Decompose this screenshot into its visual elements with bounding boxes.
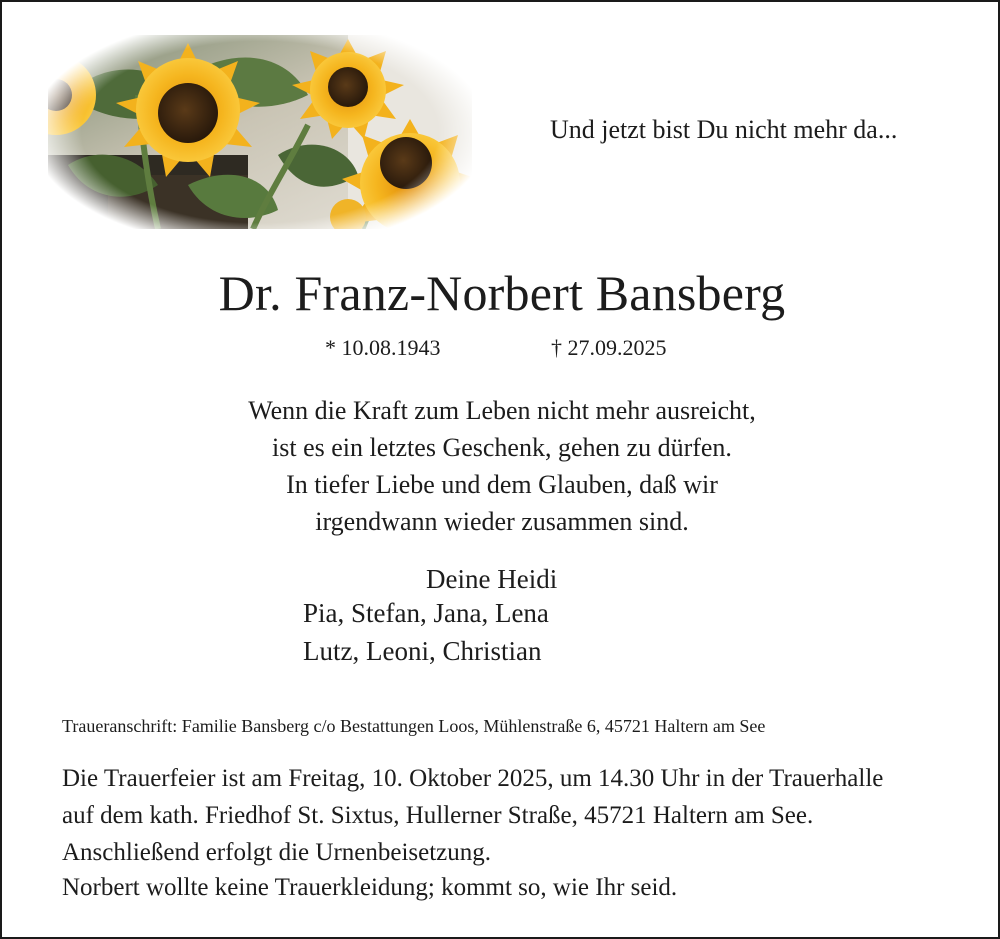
mourning-address: Traueranschrift: Familie Bansberg c/o Bestattungen Loos, Mühlenstraße 6, 45721 Haltern am See: [62, 716, 766, 736]
ceremony-line: Anschließend erfolgt die Urnenbeisetzung.: [62, 839, 492, 866]
signature-line: Deine Heidi: [426, 564, 558, 594]
death-date: † 27.09.2025: [551, 335, 667, 360]
birth-date: * 10.08.1943: [325, 335, 441, 360]
ceremony-line: auf dem kath. Friedhof St. Sixtus, Hullerner Straße, 45721 Haltern am See.: [62, 802, 814, 829]
verse-line: In tiefer Liebe und dem Glauben, daß wir: [286, 470, 718, 499]
verse-line: ist es ein letztes Geschenk, gehen zu dürfen.: [272, 433, 732, 462]
ceremony-line: Die Trauerfeier ist am Freitag, 10. Oktober 2025, um 14.30 Uhr in der Trauerhalle: [62, 765, 884, 792]
verse: [2, 392, 1000, 540]
deceased-name: Dr. Franz-Norbert Bansberg: [218, 265, 786, 321]
signature-line: Lutz, Leoni, Christian: [303, 636, 542, 666]
verse-line: irgendwann wieder zusammen sind.: [315, 507, 689, 536]
closing-note: Norbert wollte keine Trauerkleidung; kommt so, wie Ihr seid.: [62, 874, 678, 901]
motto: Und jetzt bist Du nicht mehr da...: [550, 115, 898, 144]
ceremony-info: [62, 760, 883, 871]
verse-line: Wenn die Kraft zum Leben nicht mehr ausreicht,: [248, 396, 756, 425]
signature-line: Pia, Stefan, Jana, Lena: [303, 598, 549, 628]
sunflower-photo: [48, 35, 472, 229]
